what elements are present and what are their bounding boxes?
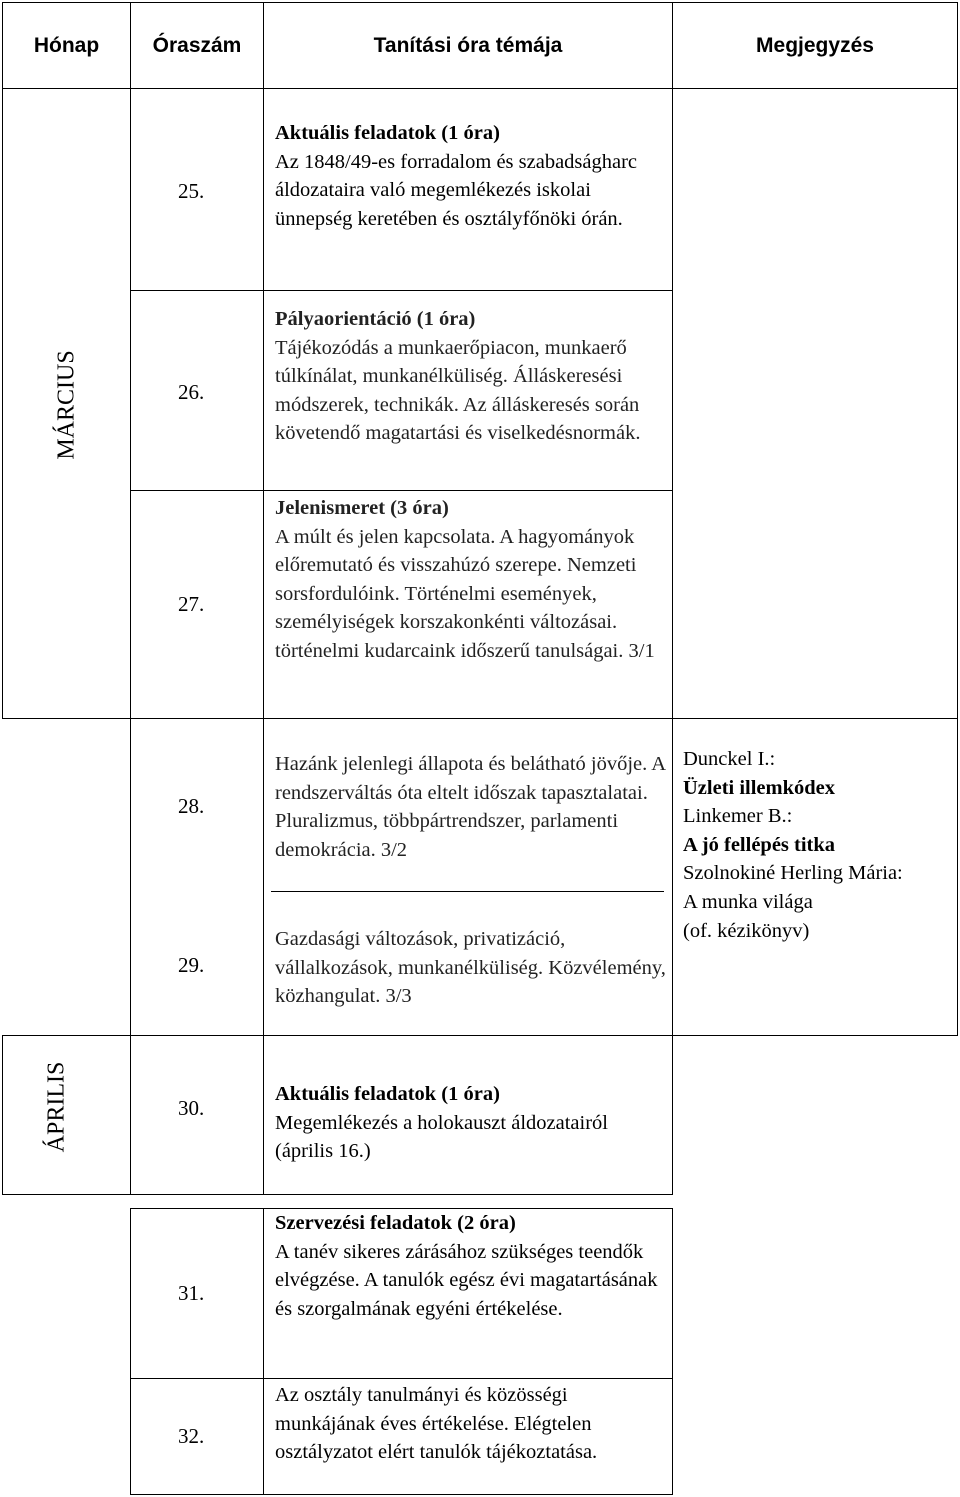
topic-body: Az osztály tanulmányi és közösségi munkájának éves értékelése. Elégtelen osztályzatot elért tanulók tájékoztatása.: [275, 1384, 598, 1464]
topic-body: A múlt és jelen kapcsolata. A hagyományok előremutató és visszahúzó szerepe. Nemzeti sorsfordulóink. Történelmi események, személyiségek korszakonkénti változásai. történelmi kudarcaink időszerű tanulságai. 3/1: [275, 525, 655, 662]
month-label-march: MÁRCIUS: [53, 350, 80, 460]
topic-text-25: [275, 119, 670, 233]
topic-title: Aktuális feladatok (1 óra): [275, 122, 500, 144]
topic-text-31: [275, 1209, 670, 1323]
hour-number: 31.: [178, 1281, 205, 1305]
header-topic: Tanítási óra témája: [263, 2, 673, 89]
header-hours: Óraszám: [130, 2, 264, 89]
hour-number: 29.: [178, 953, 205, 977]
reference-title: A jó fellépés titka: [683, 833, 836, 856]
topic-title: Pályaorientáció (1 óra): [275, 308, 476, 330]
topic-text-28: [275, 750, 670, 864]
topic-body: A tanév sikeres zárásához szükséges teendők elvégzése. A tanulók egész évi magatartásának és szorgalmának egyéni értékelése.: [275, 1240, 658, 1320]
topic-text-29: [275, 925, 670, 1011]
month-label-april: ÁPRILIS: [43, 1061, 70, 1153]
topic-body: Gazdasági változások, privatizáció, vállalkozások, munkanélküliség. Közvélemény, közhangulat. 3/3: [275, 928, 666, 1008]
topic-text-27: [275, 494, 670, 666]
hour-number: 25.: [178, 179, 205, 203]
topic-title: Szervezési feladatok (2 óra): [275, 1212, 516, 1234]
hour-number: 28.: [178, 794, 205, 818]
header-month: Hónap: [2, 2, 131, 89]
hour-number: 30.: [178, 1096, 205, 1120]
header-note: Megjegyzés: [672, 2, 958, 89]
topic-body: Hazánk jelenlegi állapota és belátható jövője. A rendszerváltás óta eltelt időszak tapasztalatai. Pluralizmus, többpártrendszer, parlamenti demokrácia. 3/2: [275, 753, 665, 861]
topic-body: Megemlékezés a holokauszt áldozatairól (április 16.): [275, 1111, 608, 1163]
reference-title: A munka világa: [683, 890, 813, 913]
topic-divider-28-29: [271, 891, 664, 892]
topic-text-26: [275, 305, 670, 448]
topic-title: Aktuális feladatok (1 óra): [275, 1083, 500, 1105]
references-note: [683, 745, 953, 945]
hour-number: 26.: [178, 380, 205, 404]
hour-number: 32.: [178, 1424, 205, 1448]
topic-title: Jelenismeret (3 óra): [275, 497, 449, 519]
topic-body: Tájékozódás a munkaerőpiacon, munkaerő túlkínálat, munkanélküliség. Álláskeresési módszerek, technikák. Az álláskeresés során követendő magatartási és viselkedésnormák.: [275, 336, 641, 445]
hours-cell-28-29: [130, 718, 264, 1036]
reference-author: Dunckel I.:: [683, 748, 776, 770]
reference-title: Üzleti illemkódex: [683, 776, 836, 799]
topic-body: Az 1848/49-es forradalom és szabadságharc áldozataira való megemlékezés iskolai ünnepség keretében és osztályfőnöki órán.: [275, 150, 638, 230]
topic-text-30: [275, 1080, 670, 1166]
reference-author: Linkemer B.:: [683, 805, 793, 828]
reference-subtitle: (of. kézikönyv): [683, 919, 810, 942]
reference-author: Szolnokiné Herling Mária:: [683, 862, 903, 885]
note-cell-march-top: [672, 88, 958, 719]
hour-number: 27.: [178, 592, 205, 616]
topic-text-32: [275, 1381, 670, 1467]
